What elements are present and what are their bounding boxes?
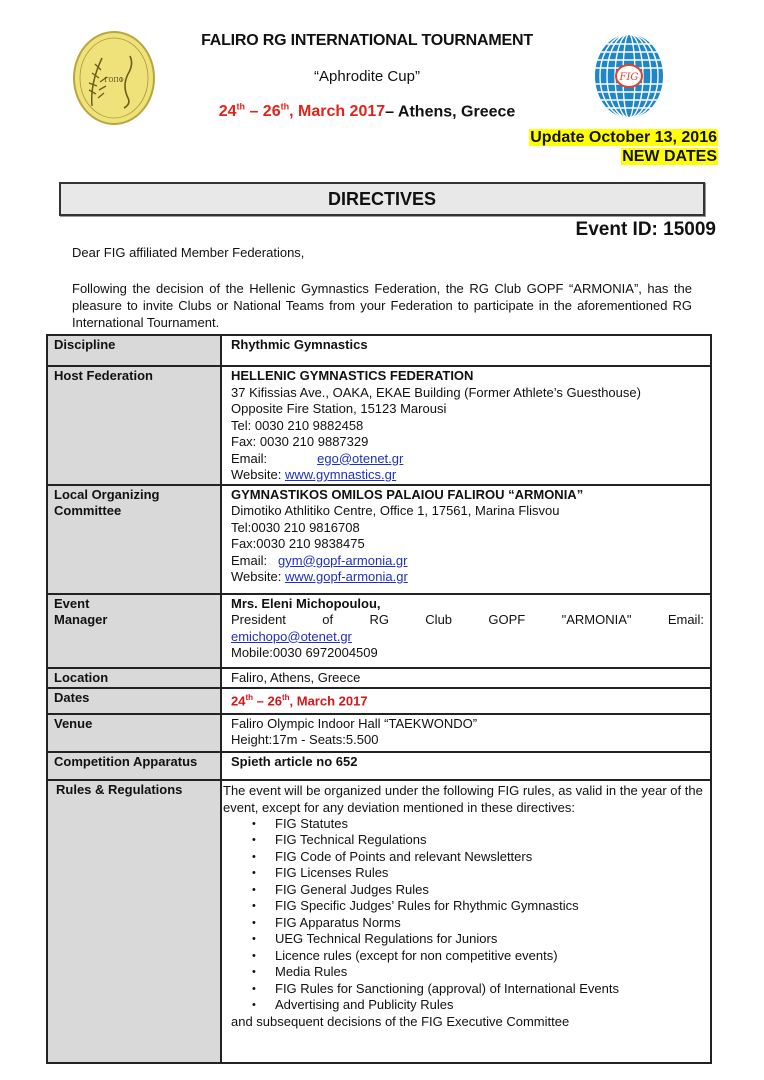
apparatus-value: Spieth article no 652: [221, 752, 711, 780]
loc-website-label: Website:: [231, 569, 282, 584]
host-federation-label: Host Federation: [47, 366, 221, 485]
event-manager-value: [221, 594, 711, 668]
rules-list: [223, 816, 708, 1014]
list-item: • FIG General Judges Rules: [275, 882, 708, 899]
host-name: HELLENIC GYMNASTICS FEDERATION: [231, 368, 474, 383]
apparatus-label: Competition Apparatus: [47, 752, 221, 780]
loc-tel: Tel:0030 210 9816708: [231, 519, 360, 535]
table-row-rules-regulations: [47, 780, 711, 1063]
list-item: • Media Rules: [275, 964, 708, 981]
table-row-local-organizing-committee: [47, 485, 711, 594]
table-row-host-federation: [47, 366, 711, 485]
new-dates-label: NEW DATES: [622, 148, 717, 165]
rules-value: [221, 780, 711, 1063]
rules-intro: The event will be organized under the following FIG rules, as valid in the year of the event, except for any deviation mentioned in these directives:: [223, 782, 703, 815]
manager-mobile: Mobile:0030 6972004509: [231, 645, 378, 660]
host-email-label: Email:: [231, 450, 268, 466]
svg-text:ΓΟΠΦ: ΓΟΠΦ: [104, 77, 124, 84]
directives-heading: DIRECTIVES: [59, 182, 705, 216]
loc-website-link[interactable]: www.gopf-armonia.gr: [284, 569, 408, 584]
loc-address: Dimotiko Athlitiko Centre, Office 1, 17561, Marina Flisvou: [231, 503, 560, 518]
loc-email-label: Email:: [231, 552, 268, 568]
host-website-label: Website:: [231, 467, 282, 482]
location-label: Location: [47, 668, 221, 688]
manager-name: Mrs. Eleni Michopoulou,: [231, 595, 381, 611]
list-item: • FIG Rules for Sanctioning (approval) of International Events: [275, 981, 708, 998]
list-item: • FIG Code of Points and relevant Newsletters: [275, 849, 708, 866]
loc-fax: Fax:0030 210 9838475: [231, 536, 365, 551]
venue-label: Venue: [47, 714, 221, 752]
list-item: • Licence rules (except for non competitive events): [275, 948, 708, 965]
tournament-dates: 24th – 26th, March 2017– Athens, Greece: [218, 102, 516, 121]
table-row-competition-apparatus: [47, 752, 711, 780]
host-tel: Tel: 0030 210 9882458: [231, 417, 364, 433]
table-row-event-manager: [47, 594, 711, 668]
list-item: • FIG Apparatus Norms: [275, 915, 708, 932]
table-row-venue: [47, 714, 711, 752]
discipline-label: Discipline: [47, 335, 221, 366]
cup-name: “Aphrodite Cup”: [314, 68, 420, 85]
intro-paragraph: Following the decision of the Hellenic Gymnastics Federation, the RG Club GOPF “ARMONIA”, has the pleasure to invite Clubs or National Teams from your Federation to participate in the aforementioned RG International Tournament.: [72, 281, 692, 330]
host-email-link[interactable]: ego@otenet.gr: [317, 450, 404, 466]
update-date: Update October 13, 2016: [530, 129, 717, 146]
location-value: Faliro, Athens, Greece: [221, 668, 711, 688]
directives-table: [46, 334, 712, 1064]
loc-name: GYMNASTIKOS OMILOS PALAIOU FALIROU “ARMONIA”: [231, 486, 584, 502]
list-item: • Advertising and Publicity Rules: [275, 997, 708, 1014]
loc-email-link[interactable]: gym@gopf-armonia.gr: [277, 552, 408, 568]
list-item: • UEG Technical Regulations for Juniors: [275, 931, 708, 948]
discipline-value: Rhythmic Gymnastics: [221, 335, 711, 366]
dates-value: 24th – 26th, March 2017: [221, 688, 711, 714]
event-manager-label: Event Manager: [47, 594, 221, 668]
list-item: • FIG Licenses Rules: [275, 865, 708, 882]
tournament-title: FALIRO RG INTERNATIONAL TOURNAMENT: [201, 32, 533, 49]
host-federation-value: [221, 366, 711, 485]
event-id: Event ID: 15009: [575, 219, 716, 240]
table-row-dates: [47, 688, 711, 714]
update-notice: [529, 128, 718, 166]
list-item: • FIG Statutes: [275, 816, 708, 833]
manager-email-link[interactable]: emichopo@otenet.gr: [231, 628, 352, 644]
table-row-location: [47, 668, 711, 688]
rules-label: Rules & Regulations: [47, 780, 221, 1063]
venue-value: Faliro Olympic Indoor Hall “TAEKWONDO” Height:17m - Seats:5.500: [221, 714, 711, 752]
salutation: Dear FIG affiliated Member Federations,: [72, 245, 305, 260]
rules-outro: and subsequent decisions of the FIG Executive Committee: [231, 1013, 570, 1029]
host-website-link[interactable]: www.gymnastics.gr: [284, 467, 397, 482]
table-row-discipline: [47, 335, 711, 366]
loc-value: [221, 485, 711, 594]
host-address-1: 37 Kifissias Ave., OAKA, EKAE Building (Former Athlete’s Guesthouse): [231, 384, 641, 400]
list-item: • FIG Specific Judges’ Rules for Rhythmic Gymnastics: [275, 898, 708, 915]
svg-text:FIG: FIG: [619, 72, 639, 83]
host-address-2: Opposite Fire Station, 15123 Marousi: [231, 401, 447, 416]
dates-label: Dates: [47, 688, 221, 714]
host-fax: Fax: 0030 210 9887329: [231, 434, 369, 449]
fig-globe-icon: [592, 30, 666, 122]
manager-role: President of RG Club GOPF "ARMONIA" Email:: [231, 612, 704, 627]
fig-logo: [592, 30, 666, 122]
list-item: • FIG Technical Regulations: [275, 832, 708, 849]
loc-label: Local Organizing Committee: [47, 485, 221, 594]
